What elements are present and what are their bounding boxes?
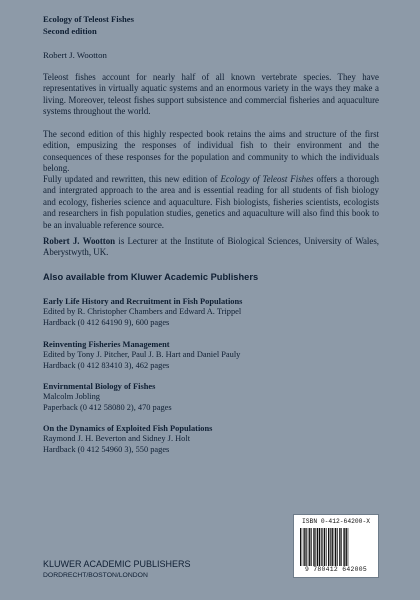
barcode-bar	[335, 528, 336, 566]
related-book-title: Early Life History and Recruitment in Fish Populations	[43, 297, 243, 306]
barcode-bar	[308, 528, 309, 566]
blurb-paragraph-3-lead: Fully updated and rewritten, this new edition of	[43, 174, 221, 184]
related-book-title: Envirnmental Biology of Fishes	[43, 382, 156, 391]
barcode-bar	[339, 528, 340, 566]
blurb-paragraph-3-rest: for all students of fish biology and ecology, fisheries science and aquaculture. Fish biologists, fisheries scientists, ecologists and researchers in fish population studies, genetics and aquaculture will also find this book to be an invaluable reference source.	[43, 185, 379, 230]
related-book-format: Hardback (0 412 83410 3), 462 pages	[43, 360, 170, 370]
related-book-editors: Edited by Tony J. Pitcher, Paul J. B. Hart and Daniel Pauly	[43, 350, 241, 360]
barcode-bar	[346, 528, 347, 566]
barcode-bar	[324, 528, 325, 566]
isbn-label: ISBN 0-412-64200-X	[301, 518, 371, 525]
blurb-paragraph-3-title: Ecology of Teleost Fishes	[220, 174, 314, 184]
barcode-bar	[322, 528, 323, 566]
barcode-bar	[334, 528, 335, 566]
barcode-bar	[304, 528, 305, 566]
related-book-editors: Edited by R. Christopher Chambers and Edward A. Trippel	[43, 307, 242, 317]
barcode-bar	[321, 528, 322, 566]
ean-number: 9 780412 642005	[304, 566, 368, 573]
publisher-name: KLUWER ACADEMIC PUBLISHERS	[43, 559, 191, 569]
related-book-editors: Raymond J. H. Beverton and Sidney J. Holt	[43, 434, 191, 444]
related-book-title: On the Dynamics of Exploited Fish Populations	[43, 424, 213, 433]
publisher-imprint	[43, 559, 191, 581]
barcode-bar	[328, 528, 329, 566]
also-available-heading: Also available from Kluwer Academic Publishers	[43, 272, 259, 282]
barcode-bar	[326, 528, 327, 566]
related-book-format: Hardback (0 412 54960 3), 550 pages	[43, 444, 170, 454]
related-book-2	[43, 340, 383, 371]
book-edition: Second edition	[43, 26, 97, 36]
blurb-paragraph-3-mid: offers a thorough and intergrated approach to the area and is essential reading	[43, 174, 379, 196]
blurb-paragraph-1: Teleost fishes account for nearly half of all known vertebrate species. They have representatives in virtually aquatic systems and an enormous variety in the ways they make a living. Moreover, teleost fishes support subsistence and commercial fisheries and aquaculture systems throughout the world.	[43, 72, 379, 117]
blurb-paragraph-3	[43, 174, 379, 231]
barcode-bar	[319, 528, 320, 566]
barcode-bar	[313, 528, 314, 566]
author-bio-text: is Lecturer at the Institute of Biological Sciences, University of Wales, Aberystwyth, UK.	[43, 236, 379, 258]
related-book-format: Paperback (0 412 58080 2), 470 pages	[43, 402, 172, 412]
author-bio-name: Robert J. Wootton	[43, 236, 116, 246]
book-header	[43, 13, 134, 37]
author-name: Robert J. Wootton	[43, 50, 107, 60]
barcode-bar	[300, 528, 301, 566]
barcode-bar	[341, 528, 342, 566]
barcode-bar	[332, 528, 333, 566]
related-book-format: Hardback (0 412 64190 9), 600 pages	[43, 317, 170, 327]
barcode-bar	[303, 528, 304, 566]
isbn-barcode	[293, 514, 379, 578]
barcode-icon	[300, 528, 372, 566]
barcode-bar	[348, 528, 349, 566]
barcode-bar	[343, 528, 344, 566]
related-book-1	[43, 297, 383, 328]
related-book-4	[43, 424, 383, 455]
barcode-bar	[309, 528, 310, 566]
publisher-cities: DORDRECHT/BOSTON/LONDON	[43, 572, 148, 579]
blurb-paragraph-2: The second edition of this highly respected book retains the aims and structure of the first edition, empusizing the responses of individual fish to their environment and the consequences of these responses for the population and community to which the individuals belong.	[43, 129, 379, 174]
related-book-editors: Malcolm Jobling	[43, 392, 100, 402]
author-bio	[43, 236, 379, 259]
related-book-title: Reinventing Fisheries Management	[43, 340, 170, 349]
barcode-bar	[330, 528, 331, 566]
barcode-bar	[306, 528, 307, 566]
barcode-bar	[317, 528, 318, 566]
barcode-bar	[311, 528, 312, 566]
barcode-bar	[315, 528, 316, 566]
book-title: Ecology of Teleost Fishes	[43, 14, 134, 24]
related-book-3	[43, 382, 383, 413]
barcode-bar	[337, 528, 338, 566]
